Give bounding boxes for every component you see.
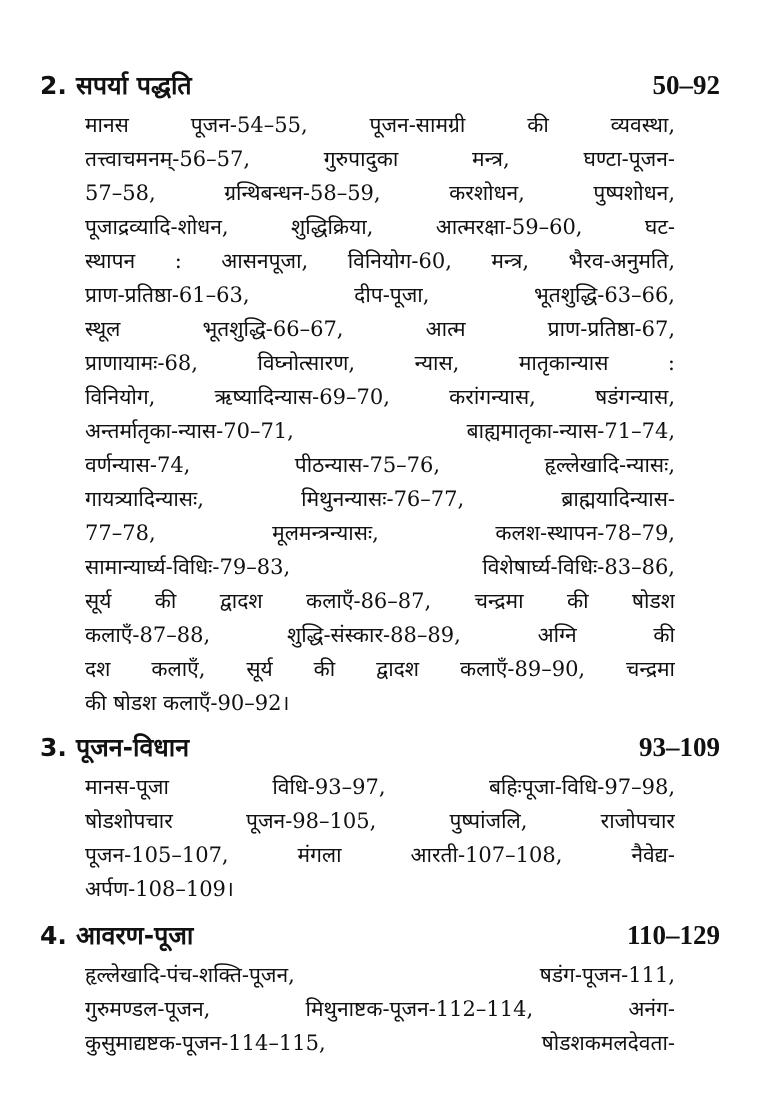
- content-line: दश कलाएँ, सूर्य की द्वादश कलाएँ-89–90, चन्द्रमा: [85, 657, 675, 681]
- section-number: 2.: [40, 71, 67, 100]
- section-page-range: 110–129: [626, 920, 720, 950]
- content-line: गुरुमण्डल-पूजन, मिथुनाष्टक-पूजन-112–114, अनंग-: [85, 997, 675, 1021]
- section-page-range: 93–109: [639, 732, 720, 762]
- content-line: विनियोग, ऋष्यादिन्यास-69–70, करांगन्यास, षडंगन्यास,: [85, 385, 675, 409]
- content-line: की षोडश कलाएँ-90–92।: [85, 691, 290, 715]
- toc-section-4: [40, 918, 720, 1060]
- content-line: तत्त्वाचमनम्-56–57, गुरुपादुका मन्त्र, घण्टा-पूजन-: [85, 147, 675, 171]
- content-line: स्थापन : आसनपूजा, विनियोग-60, मन्त्र, भैरव-अनुमति,: [85, 249, 675, 273]
- section-heading: [40, 918, 720, 958]
- content-line: वर्णन्यास-74, पीठन्यास-75–76, हृल्लेखादि-न्यासः,: [85, 453, 675, 477]
- section-title-4: [40, 918, 193, 952]
- section-page-range: 50–92: [652, 70, 720, 100]
- content-line: मानस पूजन-54–55, पूजन-सामग्री की व्यवस्था,: [85, 113, 675, 137]
- content-line: अर्पण-108–109।: [85, 877, 234, 901]
- section-contents: [85, 770, 675, 906]
- toc-section-2: [40, 68, 720, 720]
- content-line: सामान्यार्घ्य-विधिः-79–83, विशेषार्घ्य-विधिः-83–86,: [85, 555, 675, 579]
- content-line: सूर्य की द्वादश कलाएँ-86–87, चन्द्रमा की षोडश: [85, 589, 675, 613]
- section-title-2: [40, 68, 192, 102]
- content-line: 77–78, मूलमन्त्रन्यासः, कलश-स्थापन-78–79,: [85, 521, 675, 545]
- content-line: प्राणायामः-68, विघ्नोत्सारण, न्यास, मातृकान्यास :: [85, 351, 675, 375]
- content-line: प्राण-प्रतिष्ठा-61–63, दीप-पूजा, भूतशुद्धि-63–66,: [85, 283, 675, 307]
- content-line: मानस-पूजा विधि-93–97, बहिःपूजा-विधि-97–98,: [85, 775, 675, 799]
- toc-section-3: [40, 730, 720, 906]
- section-number: 4.: [40, 921, 67, 950]
- content-line: स्थूल भूतशुद्धि-66–67, आत्म प्राण-प्रतिष्ठा-67,: [85, 317, 675, 341]
- content-line: षोडशोपचार पूजन-98–105, पुष्पांजलि, राजोपचार: [85, 809, 675, 833]
- section-title-text: पूजन-विधान: [76, 733, 190, 762]
- content-line: 57–58, ग्रन्थिबन्धन-58–59, करशोधन, पुष्पशोधन,: [85, 181, 675, 205]
- content-line: कुसुमाद्यष्टक-पूजन-114–115, षोडशकमलदेवता-: [85, 1031, 675, 1055]
- content-line: गायत्र्यादिन्यासः, मिथुनन्यासः-76–77, ब्राह्मयादिन्यास-: [85, 487, 675, 511]
- content-line: कलाएँ-87–88, शुद्धि-संस्कार-88–89, अग्नि की: [85, 623, 675, 647]
- section-title-3: [40, 730, 189, 764]
- content-line: पूजन-105–107, मंगला आरती-107–108, नैवेद्य-: [85, 843, 675, 867]
- section-heading: [40, 730, 720, 770]
- content-line: अन्तर्मातृका-न्यास-70–71, बाह्यमातृका-न्यास-71–74,: [85, 419, 675, 443]
- section-title-text: सपर्या पद्धति: [76, 71, 192, 100]
- section-number: 3.: [40, 733, 67, 762]
- content-line: पूजाद्रव्यादि-शोधन, शुद्धिक्रिया, आत्मरक्षा-59–60, घट-: [85, 215, 675, 239]
- section-title-text: आवरण-पूजा: [76, 921, 194, 950]
- section-contents: [85, 958, 675, 1060]
- section-heading: [40, 68, 720, 108]
- content-line: हृल्लेखादि-पंच-शक्ति-पूजन, षडंग-पूजन-111,: [85, 963, 675, 987]
- section-contents: [85, 108, 675, 720]
